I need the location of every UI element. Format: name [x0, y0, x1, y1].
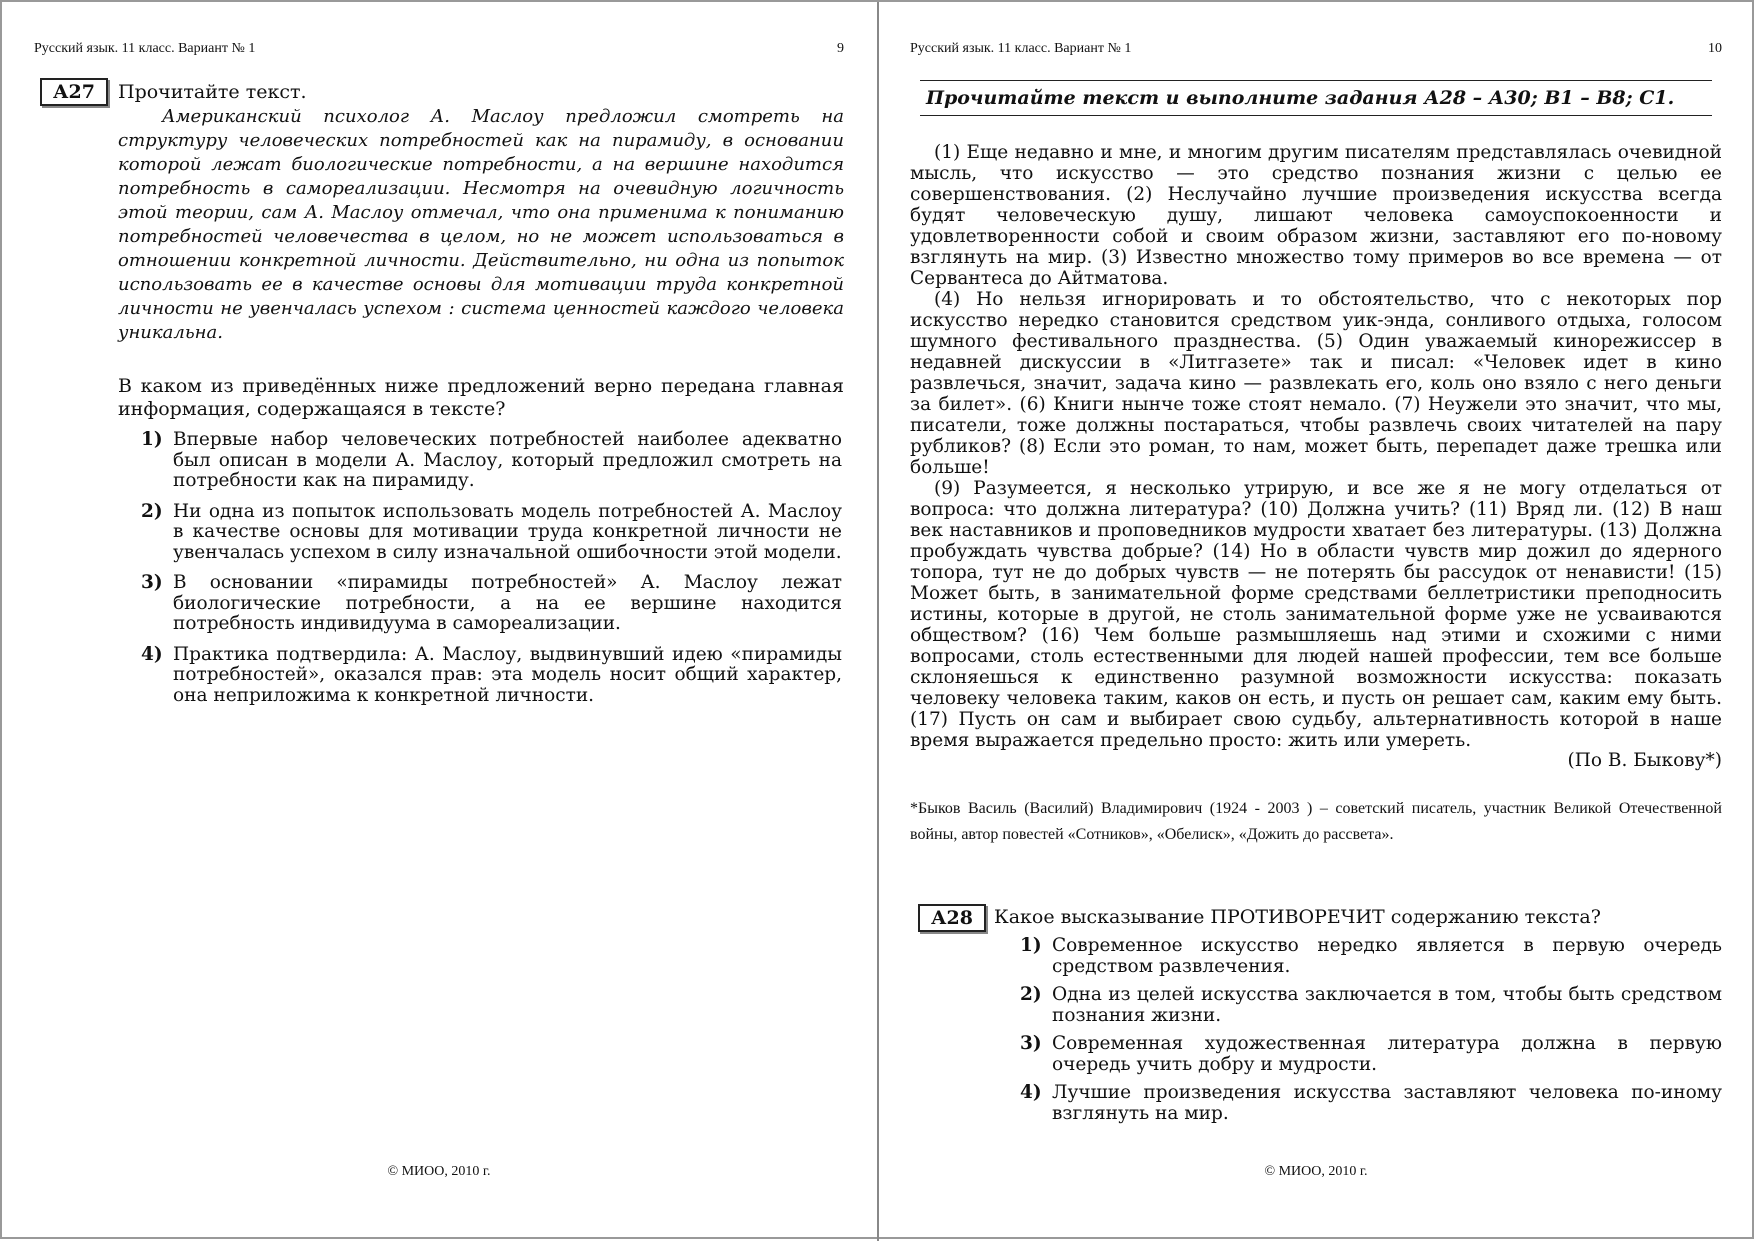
page-number: 10 — [1708, 41, 1722, 56]
header-title: Русский язык. 11 класс. Вариант № 1 — [910, 41, 1132, 56]
right-page — [910, 2, 1722, 1241]
task-label-a27: А27 — [40, 78, 108, 106]
answer-option[interactable]: 1) Впервые набор человеческих потребностей наиболее адекватно был описан в модели А. Маслоу, который предложил смотреть на потребности как на пирамиду. — [141, 429, 842, 491]
answer-option[interactable]: 2) Одна из целей искусства заключается в том, чтобы быть средством познания жизни. — [1020, 984, 1722, 1026]
answer-options — [141, 430, 842, 716]
text-paragraph: (1) Еще недавно и мне, и многим другим писателям представлялась очевидной мысль, что искусство — это средство познания жизни с целью ее совершенствования. (2) Неслучайно лучшие произведения искусства всегда будят человеческую душу, лишают человека самоуспокоенности и удовлетворенности собой и своим образом жизни, заставляют его по-новому взглянуть на мир. (3) Известно множество тому примеров во все времена — от Сервантеса до Айтматова. — [910, 142, 1722, 289]
task-prompt: Прочитайте текст. — [118, 81, 307, 103]
answer-option[interactable]: 3) Современная художественная литература должна в первую очередь учить добру и мудрости. — [1020, 1033, 1722, 1075]
reading-text — [910, 142, 1722, 751]
page-footer: © МИОО, 2010 г. — [387, 1164, 491, 1179]
left-page — [34, 2, 844, 1241]
author-footnote: *Быков Василь (Василий) Владимирович (1924 - 2003 ) – советский писатель, участник Великой Отечественной войны, автор повестей «Сотников», «Обелиск», «Дожить до рассвета». — [910, 800, 1722, 843]
answer-option[interactable]: 4) Лучшие произведения искусства заставляют человека по-иному взглянуть на мир. — [1020, 1082, 1722, 1124]
answer-options — [1020, 936, 1722, 1132]
page-divider — [877, 2, 879, 1241]
page-header — [34, 41, 844, 61]
text-paragraph: (4) Но нельзя игнорировать и то обстоятельство, что с некоторых пор искусство нередко становится средством уик-энда, сонливого отдыха, голосом шумного фестивального празднества. (5) Один уважаемый кинорежиссер в недавней дискуссии в «Литгазете» так и писал: «Человек идет в кино развлечься, значит, задача кино — развлекать его, коль оно взяло с него деньги за билет». (6) Книги нынче тоже стоят немало. (7) Неужели это значит, что мы, писатели, тоже должны постараться, чтобы развлечь своих читателей на пару рубликов? (8) Если это роман, то нам, может быть, перепадет даже трешка или больше! — [910, 289, 1722, 478]
text-author: (По В. Быкову*) — [1567, 750, 1722, 771]
task-text — [118, 105, 844, 345]
page-header — [910, 41, 1722, 61]
task-question: В каком из приведённых ниже предложений верно передана главная информация, содержащаяся в тексте? — [118, 375, 844, 420]
answer-option[interactable]: 3) В основании «пирамиды потребностей» А. Маслоу лежат биологические потребности, а на ее вершине находится потребность индивидуума в самореализации. — [141, 572, 842, 634]
task-label-a28: А28 — [918, 904, 986, 932]
page-number: 9 — [837, 41, 844, 56]
answer-option[interactable]: 2) Ни одна из попыток использовать модель потребностей А. Маслоу в качестве основы для мотивации труда конкретной личности не увенчалась успехом в силу изначальной ошибочности этой модели. — [141, 500, 842, 563]
answer-option[interactable]: 1) Современное искусство нередко является в первую очередь средством развлечения. — [1020, 935, 1722, 977]
task-text-content: Американский психолог А. Маслоу предложил смотреть на структуру человеческих потребностей как на пирамиду, в основании которой лежат биологические потребности, а на вершине находится потребность в самореализации. Несмотря на очевидную логичность этой теории, сам А. Маслоу отмечал, что она применима к пониманию потребностей человечества в целом, но не может использоваться в отношении конкретной личности. Действительно, ни одна из попыток использовать ее в качестве основы для мотивации труда конкретной личности не увенчалась успехом : система ценностей каждого человека уникальна. — [118, 106, 844, 343]
text-instruction: Прочитайте текст и выполните задания А28 – А30; В1 – В8; С1. — [920, 80, 1712, 116]
task-question: Какое высказывание ПРОТИВОРЕЧИТ содержанию текста? — [994, 906, 1601, 928]
page-footer: © МИОО, 2010 г. — [1264, 1164, 1368, 1179]
header-title: Русский язык. 11 класс. Вариант № 1 — [34, 41, 256, 56]
text-paragraph: (9) Разумеется, я несколько утрирую, и все же я не могу отделаться от вопроса: что должна литература? (10) Должна учить? (11) Вряд ли. (12) В наш век наставников и проповедников мудрости хватает без литературы. (13) Должна пробуждать чувства добрые? (14) Но в области чувств мир дожил до ядерного топора, тут не до добрых чувств — не потерять бы рассудок от ненависти! (15) Может быть, в занимательной форме средствами беллетристики преподносить истины, которые в другой, не столь занимательной форме уже не усваиваются обществом? (16) Чем больше размышляешь над этими и схожими с ними вопросами, столь естественными для людей нашей профессии, тем все больше склоняешься к единственно разумной возможности искусства: показать человеку человека таким, каков он есть, и пусть он решает сам, каким ему быть. (17) Пусть он сам и выбирает свою судьбу, альтернативность которой в наше время выражается предельно просто: жить или умереть. — [910, 478, 1722, 751]
answer-option[interactable]: 4) Практика подтвердила: А. Маслоу, выдвинувший идею «пирамиды потребностей», оказался прав: эта модель носит общий характер, она неприложима к конкретной личности. — [141, 643, 842, 706]
